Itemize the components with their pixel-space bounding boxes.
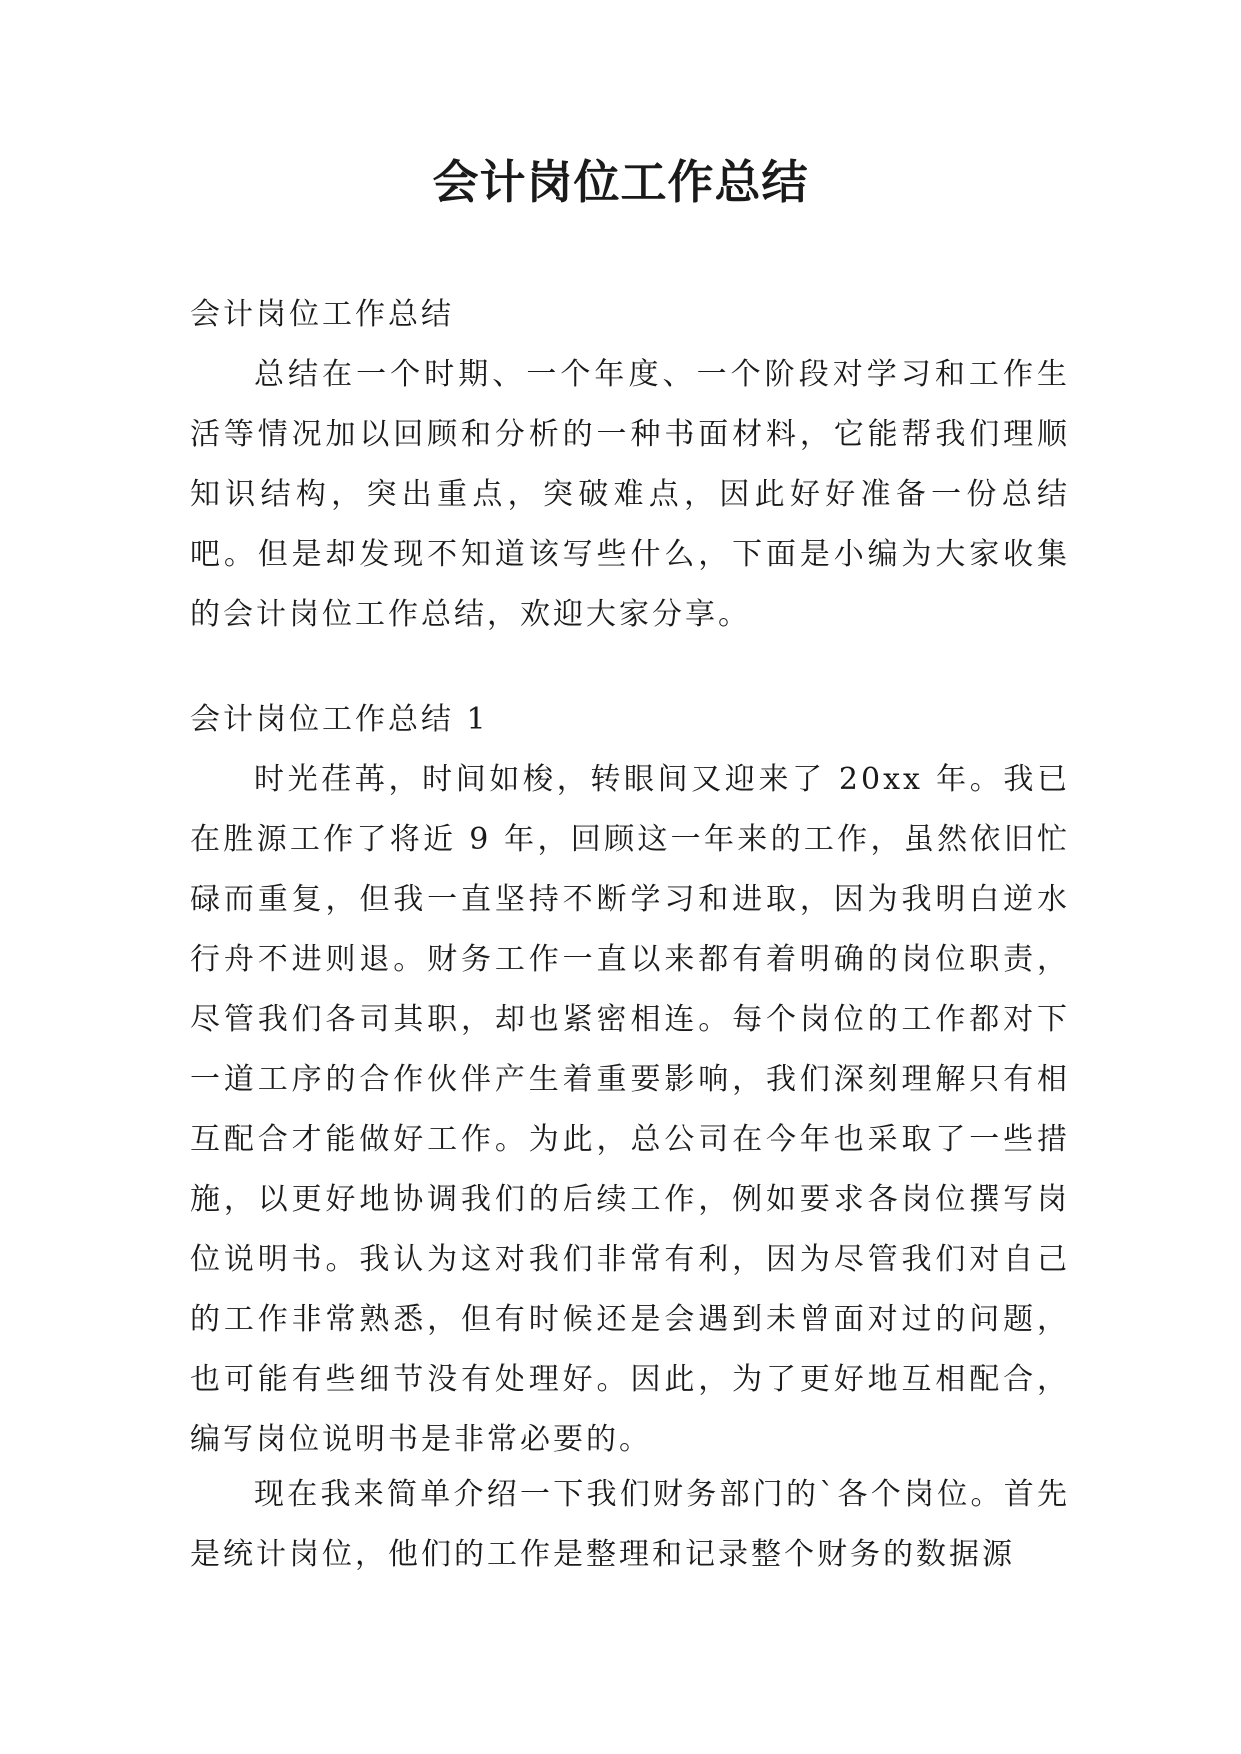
section-1-paragraph-1: 时光荏苒，时间如梭，转眼间又迎来了 20xx 年。我已在胜源工作了将近 9 年，回顾这一年来的工作，虽然依旧忙碌而重复，但我一直坚持不断学习和进取，因为我明白逆水行舟不进则退。财务工作一直以来都有着明确的岗位职责，尽管我们各司其职，却也紧密相连。每个岗位的工作都对下一道工序的合作伙伴产生着重要影响，我们深刻理解只有相互配合才能做好工作。为此，总公司在今年也采取了一些措施，以更好地协调我们的后续工作，例如要求各岗位撰写岗位说明书。我认为这对我们非常有利，因为尽管我们对自己的工作非常熟悉，但有时候还是会遇到未曾面对过的问题，也可能有些细节没有处理好。因此，为了更好地互相配合，编写岗位说明书是非常必要的。	[190, 762, 1070, 1457]
document-title: 会计岗位工作总结	[432, 155, 809, 209]
section-heading-1: 会计岗位工作总结 1	[190, 702, 489, 737]
section-1-paragraph-2: 现在我来简单介绍一下我们财务部门的`各个岗位。首先是统计岗位，他们的工作是整理和记录整个财务的数据源	[190, 1477, 1070, 1572]
intro-paragraph: 总结在一个时期、一个年度、一个阶段对学习和工作生活等情况加以回顾和分析的一种书面材料，它能帮我们理顺知识结构，突出重点，突破难点，因此好好准备一份总结吧。但是却发现不知道该写些什么，下面是小编为大家收集的会计岗位工作总结，欢迎大家分享。	[190, 357, 1070, 632]
section-heading-intro: 会计岗位工作总结	[190, 297, 454, 332]
